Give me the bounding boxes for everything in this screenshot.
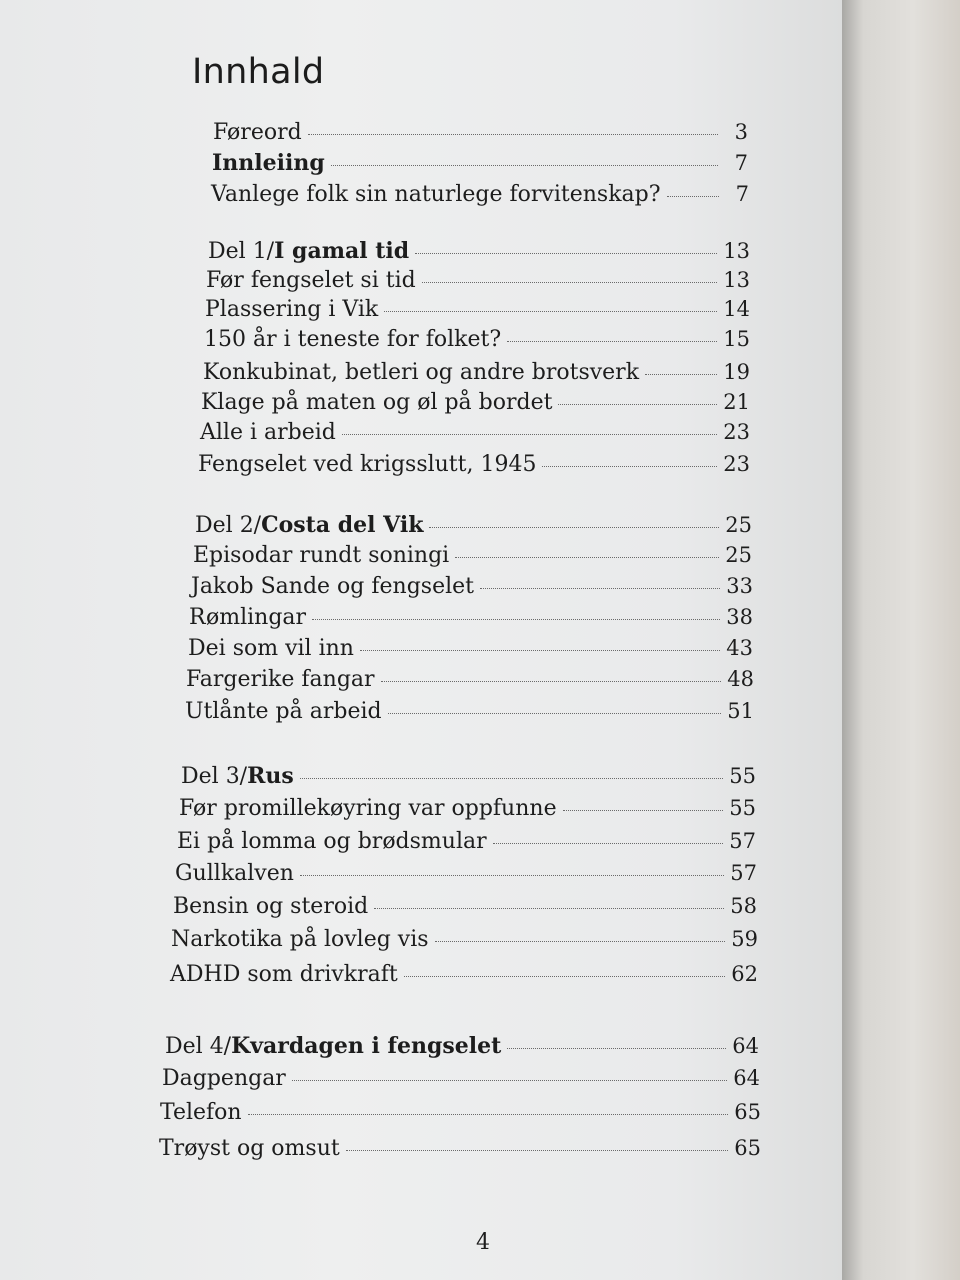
toc-entry-label: Rømlingar xyxy=(189,605,307,630)
toc-entry-page: 57 xyxy=(730,861,757,885)
dot-leader xyxy=(435,941,726,942)
toc-entry-label: Episodar rundt soningi xyxy=(193,543,450,568)
dot-leader xyxy=(374,908,724,909)
toc-entry xyxy=(211,182,749,207)
toc-entry-label: Vanlege folk sin naturlege forvitenskap? xyxy=(211,182,661,207)
toc-entry xyxy=(200,420,750,445)
toc-entry-page: 15 xyxy=(723,327,750,351)
dot-leader xyxy=(292,1080,727,1081)
toc-part-heading xyxy=(195,512,752,538)
toc-entry-page: 38 xyxy=(726,605,753,629)
toc-entry-label: Gullkalven xyxy=(175,861,294,886)
dot-leader xyxy=(493,843,724,844)
dot-leader xyxy=(342,434,717,435)
toc-entry-label: Narkotika på lovleg vis xyxy=(171,927,429,952)
dot-leader xyxy=(308,134,718,135)
toc-entry-label: Fargerike fangar xyxy=(186,667,375,692)
toc-entry-label: Alle i arbeid xyxy=(200,420,336,445)
toc-entry xyxy=(160,1100,761,1125)
toc-entry-label: Før fengselet si tid xyxy=(206,268,416,293)
toc-entry xyxy=(188,636,753,661)
toc-part-page: 55 xyxy=(729,764,756,788)
toc-part-label: Del 4/Kvardagen i fengselet xyxy=(165,1033,502,1059)
dot-leader xyxy=(346,1150,729,1151)
dot-leader xyxy=(404,976,726,977)
toc-entry xyxy=(179,796,756,821)
toc-entry xyxy=(185,699,754,724)
toc-entry xyxy=(201,390,750,415)
toc-entry xyxy=(212,150,748,176)
toc-entry-label: Bensin og steroid xyxy=(173,894,369,919)
dot-leader xyxy=(542,466,717,467)
toc-entry-page: 23 xyxy=(723,452,750,476)
dot-leader xyxy=(360,650,720,651)
toc-entry-label: Fengselet ved krigsslutt, 1945 xyxy=(198,452,537,477)
page-title: Innhald xyxy=(192,52,325,92)
toc-entry-label: Trøyst og omsut xyxy=(159,1136,340,1161)
toc-entry-page: 25 xyxy=(725,543,752,567)
toc-entry-page: 65 xyxy=(734,1100,761,1124)
toc-entry-page: 3 xyxy=(734,120,748,144)
toc-entry-page: 14 xyxy=(723,297,750,321)
toc-entry-page: 64 xyxy=(733,1066,760,1090)
toc-part-label: Del 1/I gamal tid xyxy=(208,238,410,264)
dot-leader xyxy=(422,282,718,283)
toc-entry-page: 59 xyxy=(731,927,758,951)
toc-part-page: 13 xyxy=(723,239,750,263)
dot-leader xyxy=(480,588,720,589)
toc-entry xyxy=(189,605,753,630)
toc-entry xyxy=(203,360,750,385)
toc-entry-page: 55 xyxy=(729,796,756,820)
toc-entry-label: Før promillekøyring var oppfunne xyxy=(179,796,557,821)
dot-leader xyxy=(507,1048,726,1049)
toc-entry xyxy=(193,543,752,568)
dot-leader xyxy=(415,253,717,254)
dot-leader xyxy=(388,713,722,714)
toc-entry-page: 43 xyxy=(726,636,753,660)
toc-part-heading xyxy=(181,763,756,789)
toc-entry-label: Klage på maten og øl på bordet xyxy=(201,390,553,415)
adjacent-page-edge xyxy=(842,0,960,1280)
dot-leader xyxy=(667,196,719,197)
toc-entry xyxy=(204,327,750,352)
toc-entry xyxy=(206,268,750,293)
toc-entry-page: 13 xyxy=(723,268,750,292)
toc-entry-page: 7 xyxy=(734,151,748,175)
toc-entry-page: 48 xyxy=(727,667,754,691)
toc-entry-label: 150 år i teneste for folket? xyxy=(204,327,502,352)
toc-entry-page: 65 xyxy=(734,1136,761,1160)
toc-entry-page: 21 xyxy=(723,390,750,414)
toc-part-page: 25 xyxy=(725,513,752,537)
toc-entry xyxy=(191,574,753,599)
dot-leader xyxy=(381,681,722,682)
toc-entry-page: 57 xyxy=(729,829,756,853)
toc-part-page: 64 xyxy=(732,1034,759,1058)
toc-entry-label: Jakob Sande og fengselet xyxy=(191,574,474,599)
toc-entry-label: Utlånte på arbeid xyxy=(185,699,382,724)
dot-leader xyxy=(429,527,719,528)
dot-leader xyxy=(455,557,719,558)
toc-entry-label: Innleiing xyxy=(212,150,325,176)
toc-entry-page: 19 xyxy=(723,360,750,384)
toc-entry-label: Føreord xyxy=(213,120,302,145)
toc-entry-label: Plassering i Vik xyxy=(205,297,379,322)
toc-entry xyxy=(186,667,754,692)
toc-entry-page: 51 xyxy=(727,699,754,723)
dot-leader xyxy=(558,404,717,405)
toc-entry xyxy=(198,452,750,477)
page-number: 4 xyxy=(476,1230,490,1255)
toc-entry-page: 62 xyxy=(731,962,758,986)
toc-part-heading xyxy=(165,1033,759,1059)
dot-leader xyxy=(312,619,720,620)
toc-entry xyxy=(205,297,750,322)
dot-leader xyxy=(645,374,717,375)
toc-entry-page: 58 xyxy=(730,894,757,918)
toc-entry-label: Telefon xyxy=(160,1100,242,1125)
toc-entry-page: 33 xyxy=(726,574,753,598)
toc-entry xyxy=(213,120,748,145)
toc-entry-page: 23 xyxy=(723,420,750,444)
dot-leader xyxy=(507,341,717,342)
dot-leader xyxy=(248,1114,729,1115)
toc-entry-page: 7 xyxy=(735,182,749,206)
toc-entry xyxy=(177,829,756,854)
toc-entry-label: Dei som vil inn xyxy=(188,636,354,661)
toc-part-label: Del 3/Rus xyxy=(181,763,294,789)
dot-leader xyxy=(563,810,724,811)
toc-entry xyxy=(162,1066,760,1091)
dot-leader xyxy=(331,165,718,166)
dot-leader xyxy=(384,311,717,312)
dot-leader xyxy=(300,875,724,876)
toc-entry xyxy=(171,927,758,952)
toc-entry-label: Konkubinat, betleri og andre brotsverk xyxy=(203,360,640,385)
toc-entry-label: Dagpengar xyxy=(162,1066,286,1091)
toc-entry-label: ADHD som drivkraft xyxy=(170,962,398,987)
toc-part-heading xyxy=(208,238,750,264)
toc-entry xyxy=(159,1136,761,1161)
toc-part-label: Del 2/Costa del Vik xyxy=(195,512,424,538)
toc-entry-label: Ei på lomma og brødsmular xyxy=(177,829,487,854)
toc-entry xyxy=(175,861,757,886)
dot-leader xyxy=(300,778,723,779)
toc-entry xyxy=(173,894,757,919)
toc-entry xyxy=(170,962,758,987)
